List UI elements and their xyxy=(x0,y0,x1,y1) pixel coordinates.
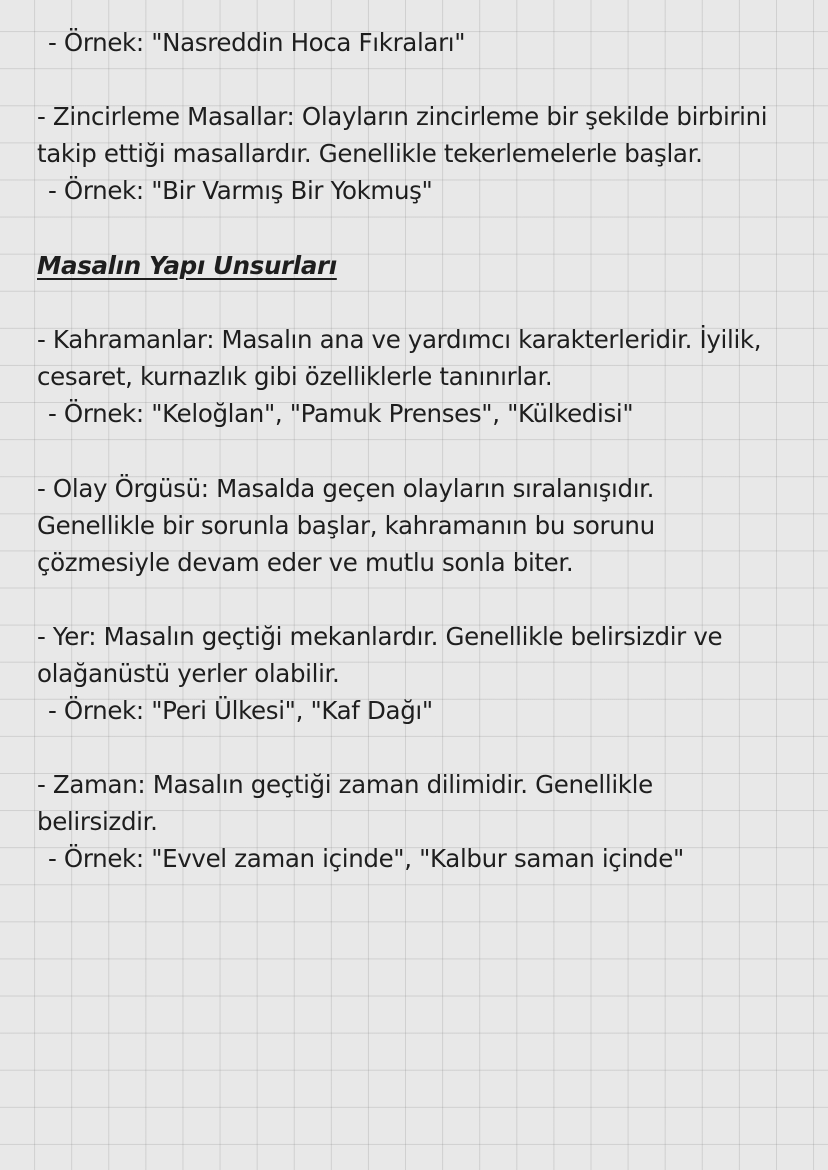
example-evvel-zaman: - Örnek: "Evvel zaman içinde", "Kalbur saman içinde" xyxy=(48,844,684,873)
olay-orgusu-definition-line-3: çözmesiyle devam eder ve mutlu sonla biter. xyxy=(37,548,574,577)
section-heading-yapi-unsurlari: Masalın Yapı Unsurları xyxy=(37,251,337,280)
kahramanlar-definition-line-2: cesaret, kurnazlık gibi özelliklerle tanınırlar. xyxy=(37,362,553,391)
zaman-definition-line-1: - Zaman: Masalın geçtiği zaman dilimidir. Genellikle xyxy=(37,770,653,799)
example-nasreddin-hoca: - Örnek: "Nasreddin Hoca Fıkraları" xyxy=(48,28,466,57)
zincirleme-masallar-definition-line-2: takip ettiği masallardır. Genellikle tekerlemelerle başlar. xyxy=(37,139,703,168)
olay-orgusu-definition-line-1: - Olay Örgüsü: Masalda geçen olayların sıralanışıdır. xyxy=(37,474,655,503)
example-bir-varmis: - Örnek: "Bir Varmış Bir Yokmuş" xyxy=(48,176,433,205)
example-peri-ulkesi: - Örnek: "Peri Ülkesi", "Kaf Dağı" xyxy=(48,696,433,725)
yer-definition-line-2: olağanüstü yerler olabilir. xyxy=(37,659,340,688)
olay-orgusu-definition-line-2: Genellikle bir sorunla başlar, kahramanın bu sorunu xyxy=(37,511,655,540)
example-keloglan: - Örnek: "Keloğlan", "Pamuk Prenses", "Külkedisi" xyxy=(48,399,634,428)
zaman-definition-line-2: belirsizdir. xyxy=(37,807,158,836)
kahramanlar-definition-line-1: - Kahramanlar: Masalın ana ve yardımcı karakterleridir. İyilik, xyxy=(37,325,762,354)
zincirleme-masallar-definition-line-1: - Zincirleme Masallar: Olayların zincirleme bir şekilde birbirini xyxy=(37,102,768,131)
yer-definition-line-1: - Yer: Masalın geçtiği mekanlardır. Genellikle belirsizdir ve xyxy=(37,622,723,651)
